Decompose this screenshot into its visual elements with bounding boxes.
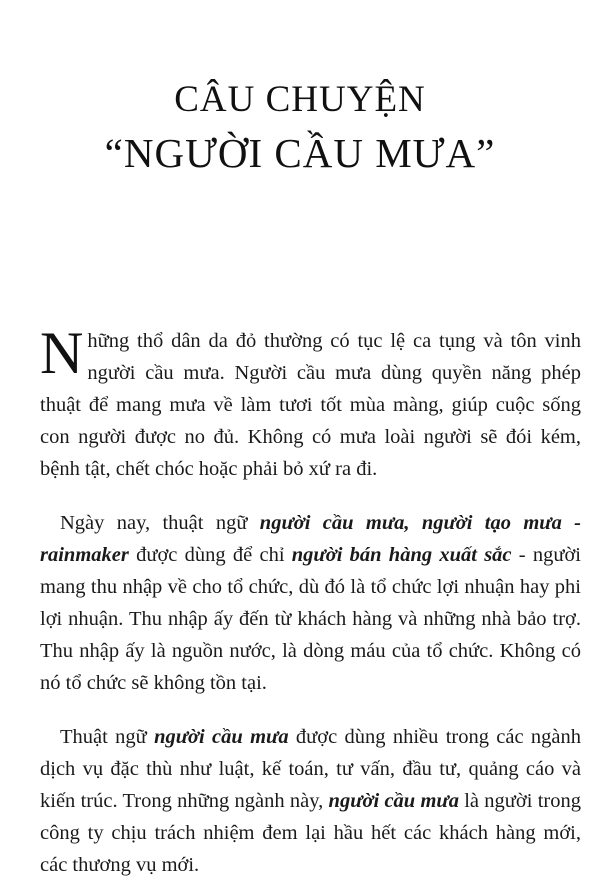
chapter-title-line-2: “NGƯỜI CẦU MƯA”: [104, 130, 496, 176]
paragraph-2-text-3: - người mang thu nhập về cho tổ chức, dù đó là tổ chức lợi nhuận hay phi lợi nhuận. Thu nhập ấy đến từ khách hàng và những nhà bảo trợ. Thu nhập ấy là nguồn nước, là dòng máu của tổ chức. Không có nó tổ chức sẽ không tồn tại.: [40, 544, 581, 694]
paragraph-2-emphasis-1: người cầu mưa, người tạo mưa - rainmaker: [40, 512, 581, 566]
drop-cap: N: [40, 320, 84, 386]
chapter-title-line-1: CÂU CHUYỆN: [174, 79, 426, 120]
paragraph-3-text-1: Thuật ngữ: [60, 726, 155, 748]
paragraph-3: [40, 721, 581, 881]
paragraph-3-text-2: được dùng nhiều trong các ngành dịch vụ đặc thù như luật, kế toán, tư vấn, đầu tư, quảng cáo và kiến trúc. Trong những ngành này,: [40, 726, 582, 812]
paragraph-3-emphasis-1: người cầu mưa: [154, 726, 289, 748]
paragraph-1-text: hững thổ dân da đỏ thường có tục lệ ca tụng và tôn vinh người cầu mưa. Người cầu mưa dùng quyền năng phép thuật để mang mưa về làm tươi tốt mùa màng, giúp cuộc sống con người được no đủ. Không có mưa loài người sẽ đói kém, bệnh tật, chết chóc hoặc phải bỏ xứ ra đi.: [40, 330, 581, 480]
paragraph-1: [40, 320, 581, 485]
paragraph-2-emphasis-2: người bán hàng xuất sắc: [291, 544, 512, 566]
paragraph-2-text-1: Ngày nay, thuật ngữ: [60, 512, 260, 534]
paragraph-2-text-2: được dùng để chỉ: [128, 544, 292, 566]
chapter-body: [40, 320, 582, 881]
paragraph-3-text-3: là người trong công ty chịu trách nhiệm đem lại hầu hết các khách hàng mới, các thương vụ mới.: [40, 790, 581, 876]
paragraph-2: [40, 507, 581, 699]
paragraph-3-emphasis-2: người cầu mưa: [328, 790, 459, 812]
